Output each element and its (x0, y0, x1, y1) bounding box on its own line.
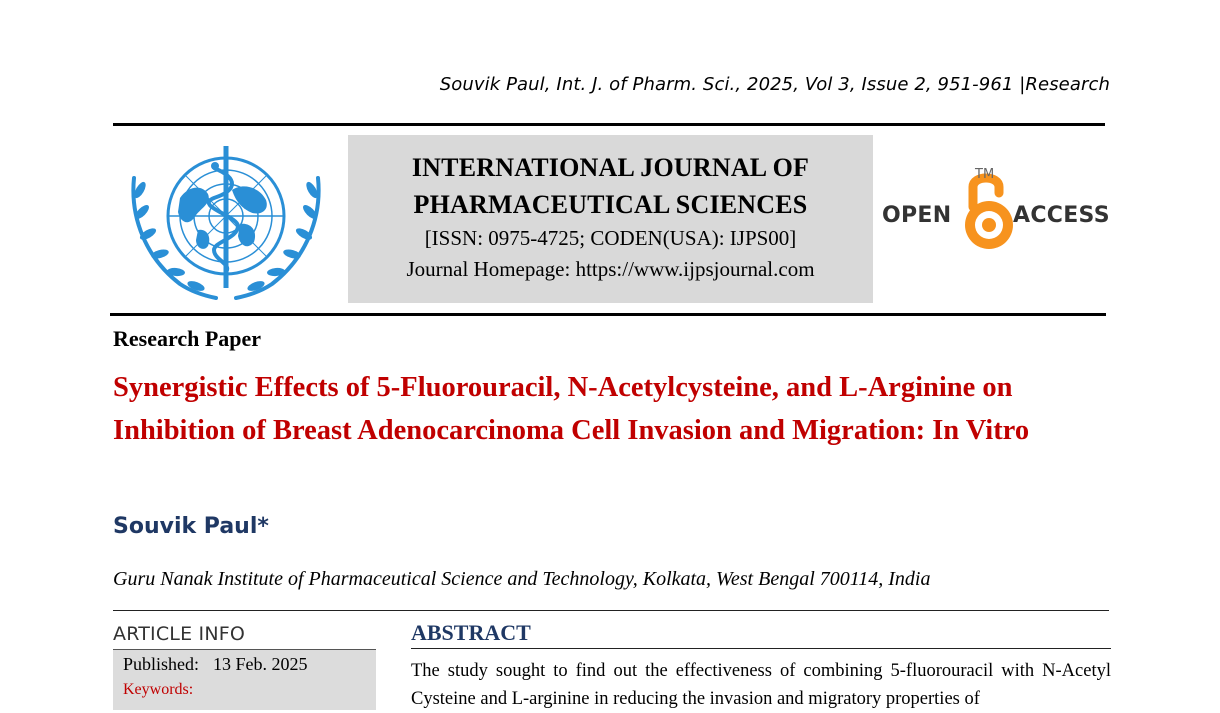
header-rule-bottom (110, 313, 1106, 316)
running-head: Souvik Paul, Int. J. of Pharm. Sci., 2025, Vol 3, Issue 2, 951-961 |Research (439, 74, 1110, 95)
abstract-text: The study sought to find out the effectiveness of combining 5-fluorouracil with N-Acetyl Cysteine and L-arginine in reducing the invasion and migratory properties of (411, 661, 1111, 709)
author-name: Souvik Paul* (113, 514, 269, 539)
published-date: 13 Feb. 2025 (213, 654, 308, 674)
published-label: Published: (123, 654, 200, 674)
author-affiliation: Guru Nanak Institute of Pharmaceutical Science and Technology, Kolkata, West Bengal 700114, India (113, 568, 931, 590)
abstract-heading: ABSTRACT (411, 620, 531, 645)
journal-homepage-line: Journal Homepage: https://www.ijpsjournal.com (406, 257, 815, 281)
open-access-logo (880, 165, 1110, 255)
who-emblem-logo (128, 138, 324, 306)
issn-line: [ISSN: 0975-4725; CODEN(USA): IJPS00] (424, 226, 797, 250)
journal-title (348, 149, 873, 223)
open-access-word-access: ACCESS (1013, 203, 1110, 228)
abstract-rule (411, 648, 1111, 649)
article-info-box (113, 649, 376, 710)
paper-title: Synergistic Effects of 5-Fluorouracil, N-Acetylcysteine, and L-Arginine on Inhibition of Breast Adenocarcinoma Cell Invasion and Migration: In Vitro (113, 372, 1030, 446)
journal-title-line-2: PHARMACEUTICAL SCIENCES (413, 190, 808, 219)
published-row (123, 654, 308, 675)
trademark-mark: TM (975, 167, 995, 182)
paper-type: Research Paper (113, 326, 262, 351)
journal-masthead (348, 135, 873, 303)
open-access-word-open: OPEN (882, 203, 952, 228)
article-info-heading: ARTICLE INFO (113, 623, 246, 645)
header-rule-top (113, 123, 1105, 126)
section-divider (113, 610, 1109, 611)
journal-title-line-1: INTERNATIONAL JOURNAL OF (411, 153, 810, 182)
keywords-label: Keywords: (123, 681, 194, 698)
